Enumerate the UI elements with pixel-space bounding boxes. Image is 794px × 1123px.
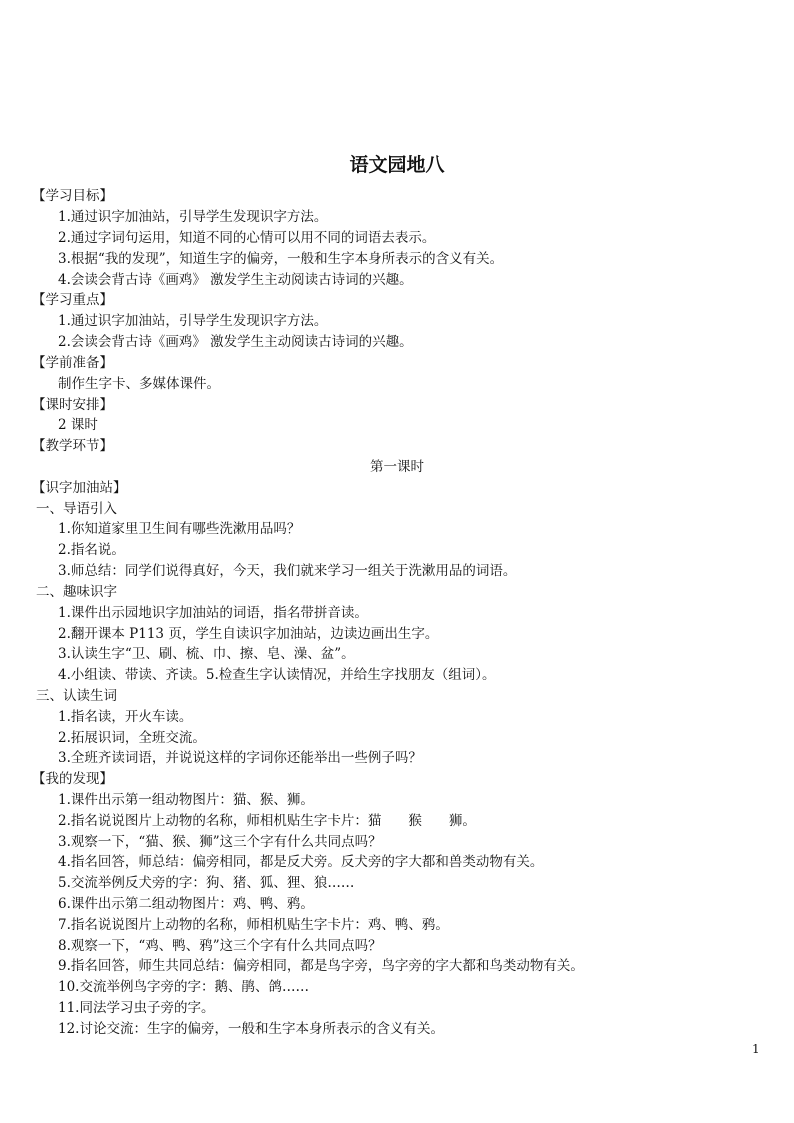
subsection-heading: 三、认读生词 [36, 688, 117, 704]
step-item: 10.交流举例鸟字旁的字：鹅、鹃、鸽…… [58, 979, 309, 995]
step-item: 7.指名说说图片上动物的名称，师相机贴生字卡片：鸡、鸭、鸦。 [58, 917, 449, 933]
section-heading-teaching-steps: 【教学环节】 [32, 438, 113, 454]
objective-item: 4.会读会背古诗《画鸡》 激发学生主动阅读古诗词的兴趣。 [58, 272, 413, 288]
objective-item: 2.通过字词句运用，知道不同的心情可以用不同的词语去表示。 [58, 230, 436, 246]
step-item: 3.师总结：同学们说得真好，今天，我们就来学习一组关于洗漱用品的词语。 [58, 563, 517, 579]
section-heading-key-points: 【学习重点】 [32, 292, 113, 308]
page-title: 语文园地八 [349, 154, 445, 176]
subsection-heading: 一、导语引入 [36, 501, 117, 517]
step-item: 6.课件出示第二组动物图片：鸡、鸭、鸦。 [58, 896, 314, 912]
key-point-item: 1.通过识字加油站，引导学生发现识字方法。 [58, 313, 328, 329]
step-item: 2.拓展识词，全班交流。 [58, 730, 206, 746]
section-heading-literacy-station: 【识字加油站】 [32, 480, 127, 496]
step-item: 1.你知道家里卫生间有哪些洗漱用品吗？ [58, 521, 301, 537]
step-item: 2.指名说说图片上动物的名称，师相机贴生字卡片：猫 猴 狮。 [58, 813, 476, 829]
step-item: 1.课件出示第一组动物图片：猫、猴、狮。 [58, 792, 314, 808]
step-item: 4.指名回答，师总结：偏旁相同，都是反犬旁。反犬旁的字大都和兽类动物有关。 [58, 854, 544, 870]
step-item: 2.翻开课本 P113 页，学生自读识字加油站，边读边画出生字。 [58, 626, 439, 642]
step-item: 3.观察一下，“猫、猴、狮”这三个字有什么共同点吗？ [58, 834, 382, 850]
step-item: 3.认读生字“卫、刷、梳、巾、擦、皂、澡、盆”。 [58, 646, 355, 662]
section-heading-schedule: 【课时安排】 [32, 397, 113, 413]
key-point-item: 2.会读会背古诗《画鸡》 激发学生主动阅读古诗词的兴趣。 [58, 334, 413, 350]
lesson-heading: 第一课时 [370, 459, 424, 475]
subsection-heading: 二、趣味识字 [36, 584, 117, 600]
objective-item: 3.根据“我的发现”，知道生字的偏旁，一般和生字本身所表示的含义有关。 [58, 251, 504, 267]
step-item: 8.观察一下，“鸡、鸭、鸦”这三个字有什么共同点吗？ [58, 938, 382, 954]
preparation-text: 制作生字卡、多媒体课件。 [58, 376, 220, 392]
schedule-text: 2 课时 [58, 417, 98, 433]
section-heading-objectives: 【学习目标】 [32, 188, 113, 204]
step-item: 1.课件出示园地识字加油站的词语，指名带拼音读。 [58, 605, 368, 621]
section-heading-preparation: 【学前准备】 [32, 355, 113, 371]
step-item: 12.讨论交流：生字的偏旁，一般和生字本身所表示的含义有关。 [58, 1021, 444, 1037]
step-item: 2.指名说。 [58, 542, 125, 558]
step-item: 5.交流举例反犬旁的字：狗、猪、狐、狸、狼…… [58, 875, 355, 891]
step-item: 1.指名读，开火车读。 [58, 709, 193, 725]
step-item: 11.同法学习虫子旁的字。 [58, 1000, 215, 1016]
section-heading-my-discovery: 【我的发现】 [32, 771, 113, 787]
step-item: 3.全班齐读词语，并说说这样的字词你还能举出一些例子吗？ [58, 750, 422, 766]
page-number: 1 [752, 1042, 760, 1056]
step-item: 9.指名回答，师生共同总结：偏旁相同，都是鸟字旁，鸟字旁的字大都和鸟类动物有关。 [58, 958, 584, 974]
objective-item: 1.通过识字加油站，引导学生发现识字方法。 [58, 209, 328, 225]
step-item: 4.小组读、带读、齐读。5.检查生字认读情况，并给生字找朋友（组词）。 [58, 667, 496, 683]
